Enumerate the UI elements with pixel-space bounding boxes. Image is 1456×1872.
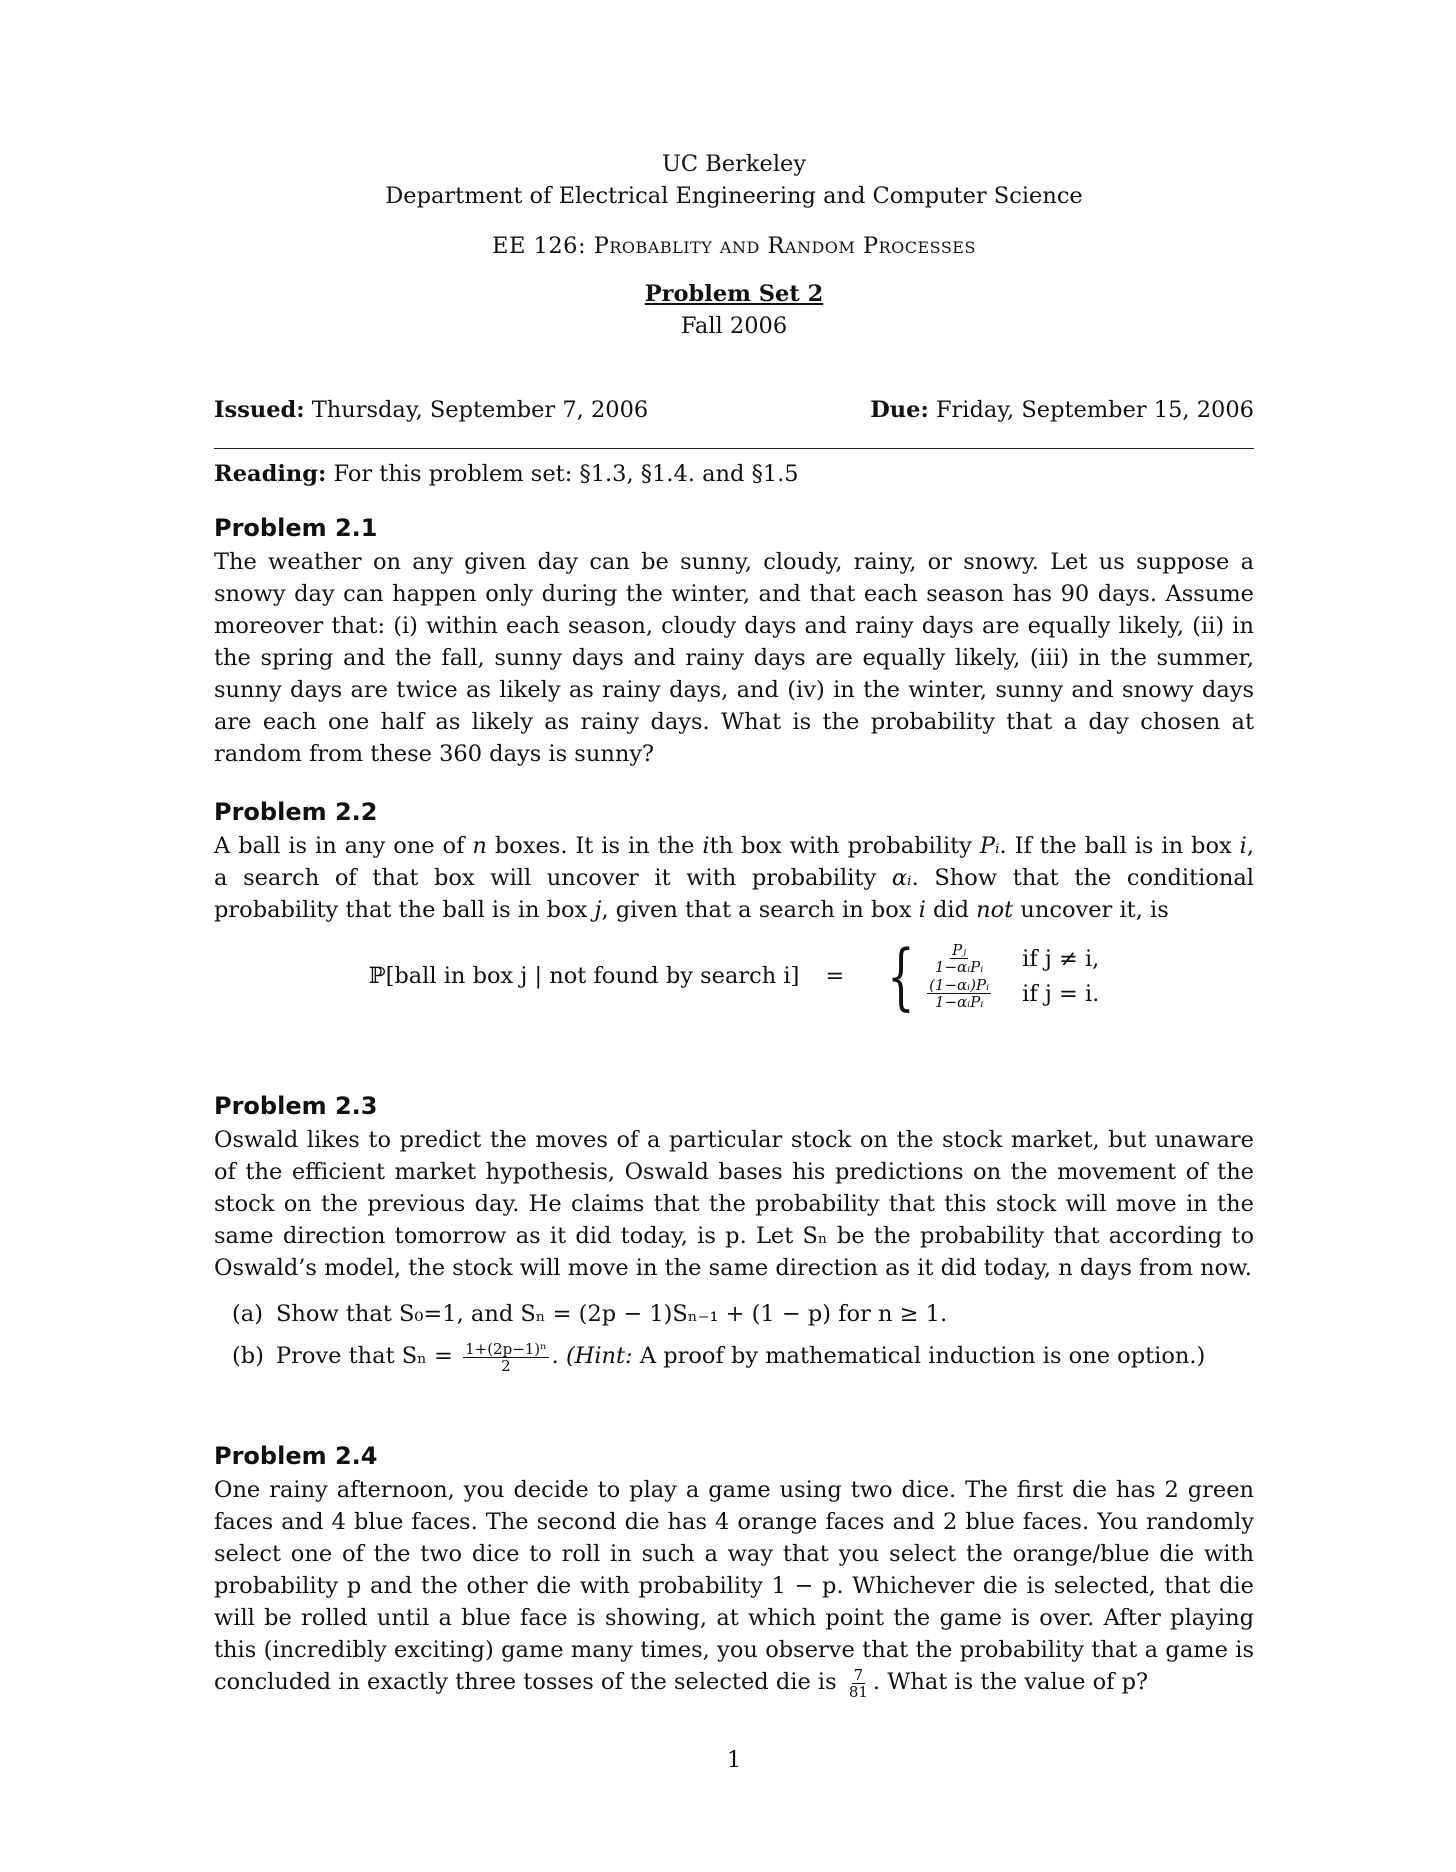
part-b-fraction: $\frac{\text{1+(2p−1)ⁿ}}{2}$ [465, 1339, 547, 1375]
divider [214, 448, 1254, 449]
part-b [232, 1340, 1254, 1374]
document-page [214, 0, 1254, 1872]
part-b-text: Prove that Sₙ = $\frac{\text{1+(2p−1)ⁿ}}{2}$ . (Hint: A proof by mathematical induction is one option.) [276, 1339, 1206, 1375]
equation-lhs: ℙ[ball in box j | not found by search i] [368, 963, 800, 989]
problem-2-1 [214, 512, 1254, 770]
department-name: Department of Electrical Engineering and Computer Science [385, 183, 1083, 209]
case-2-condition: if j = i. [1022, 980, 1100, 1007]
problem-text: The weather on any given day can be sunny, cloudy, rainy, or snowy. Let us suppose a snowy day can happen only during the winter, and that each season has 90 days. Assume moreover that: (i) within each season, cloudy days and rainy days are equally likely, (ii) in the spring and the fall, sunny days and rainy days are equally likely, (iii) in the summer, sunny days are twice as likely as rainy days, and (iv) in the winter, sunny and snowy days are each one half as likely as rainy days. What is the probability that a day chosen at random from these 360 days is sunny? [214, 549, 1254, 767]
problem-title: Problem 2.2 [214, 798, 378, 826]
due-date [870, 394, 1254, 426]
dates-row [214, 394, 1254, 426]
problem-2-2 [214, 796, 1254, 1026]
part-a-label: (a) [232, 1301, 263, 1327]
issued-value: Thursday, September 7, 2006 [311, 397, 649, 423]
case-2-fraction: $\frac{\text{(1−αᵢ)Pᵢ}}{\text{1−αᵢPᵢ}}$ [929, 976, 990, 1011]
cases [924, 942, 1099, 1010]
reading-text: For this problem set: §1.3, §1.4. and §1.5 [333, 461, 799, 487]
seven-over-81-fraction: $\frac{7}{81}$ [848, 1665, 868, 1701]
conditional-probability-equation [214, 934, 1254, 1018]
page-number: 1 [726, 1747, 742, 1773]
course-title: EE 126: Probablity and Random Processes [492, 233, 976, 259]
reading-line [214, 458, 1254, 490]
university-name: UC Berkeley [661, 151, 807, 177]
document-header [214, 148, 1254, 342]
case-1-condition: if j ≠ i, [1022, 945, 1100, 972]
due-value: Friday, September 15, 2006 [935, 397, 1254, 423]
part-b-label: (b) [232, 1343, 264, 1369]
problem-title: Problem 2.4 [214, 1442, 378, 1470]
problem-text: A ball is in any one of n boxes. It is in the ith box with probability Pᵢ. If the ball is in box i, a search of that box will uncover it with probability αᵢ. Show that the conditional probability that the ball is in box j, given that a search in box i did not uncover it, is [214, 833, 1254, 923]
problem-set-title: Problem Set 2 [644, 281, 824, 307]
problem-2-3 [214, 1090, 1254, 1374]
term: Fall 2006 [680, 313, 788, 339]
problem-title: Problem 2.3 [214, 1092, 378, 1120]
reading-label: Reading: [214, 461, 327, 487]
left-brace-glyph: { [887, 934, 915, 1018]
problem-2-4 [214, 1440, 1254, 1700]
problem-text: Oswald likes to predict the moves of a particular stock on the stock market, but unaware of the efficient market hypothesis, Oswald bases his predictions on the movement of the stock on the previous day. He claims that the probability that this stock will move in the same direction tomorrow as it did today, is p. Let Sₙ be the probability that according to Oswald’s model, the stock will move in the same direction as it did today, n days from now. [214, 1127, 1254, 1281]
part-a-text: Show that S₀=1, and Sₙ = (2p − 1)Sₙ₋₁ + (1 − p) for n ≥ 1. [276, 1301, 948, 1327]
issued-date [214, 394, 648, 426]
equals-sign: = [825, 963, 845, 989]
problem-title: Problem 2.1 [214, 514, 378, 542]
part-a [232, 1298, 1254, 1330]
case-1-fraction: $\frac{\text{Pⱼ}}{\text{1−αᵢPᵢ}}$ [934, 941, 984, 976]
problem-text: One rainy afternoon, you decide to play a game using two dice. The first die has 2 green faces and 4 blue faces. The second die has 4 orange faces and 2 blue faces. You randomly select one of the two dice to roll in such a way that you select the orange/blue die with probability p and the other die with probability 1 − p. Whichever die is selected, that die will be rolled until a blue face is showing, at which point the game is over. After playing this (incredibly exciting) game many times, you observe that the probability that a game is concluded in exactly three tosses of the selected die is $\frac{7}{81}$ . What is the value of p? [214, 1477, 1254, 1701]
due-label: Due: [870, 397, 929, 423]
issued-label: Issued: [214, 397, 305, 423]
